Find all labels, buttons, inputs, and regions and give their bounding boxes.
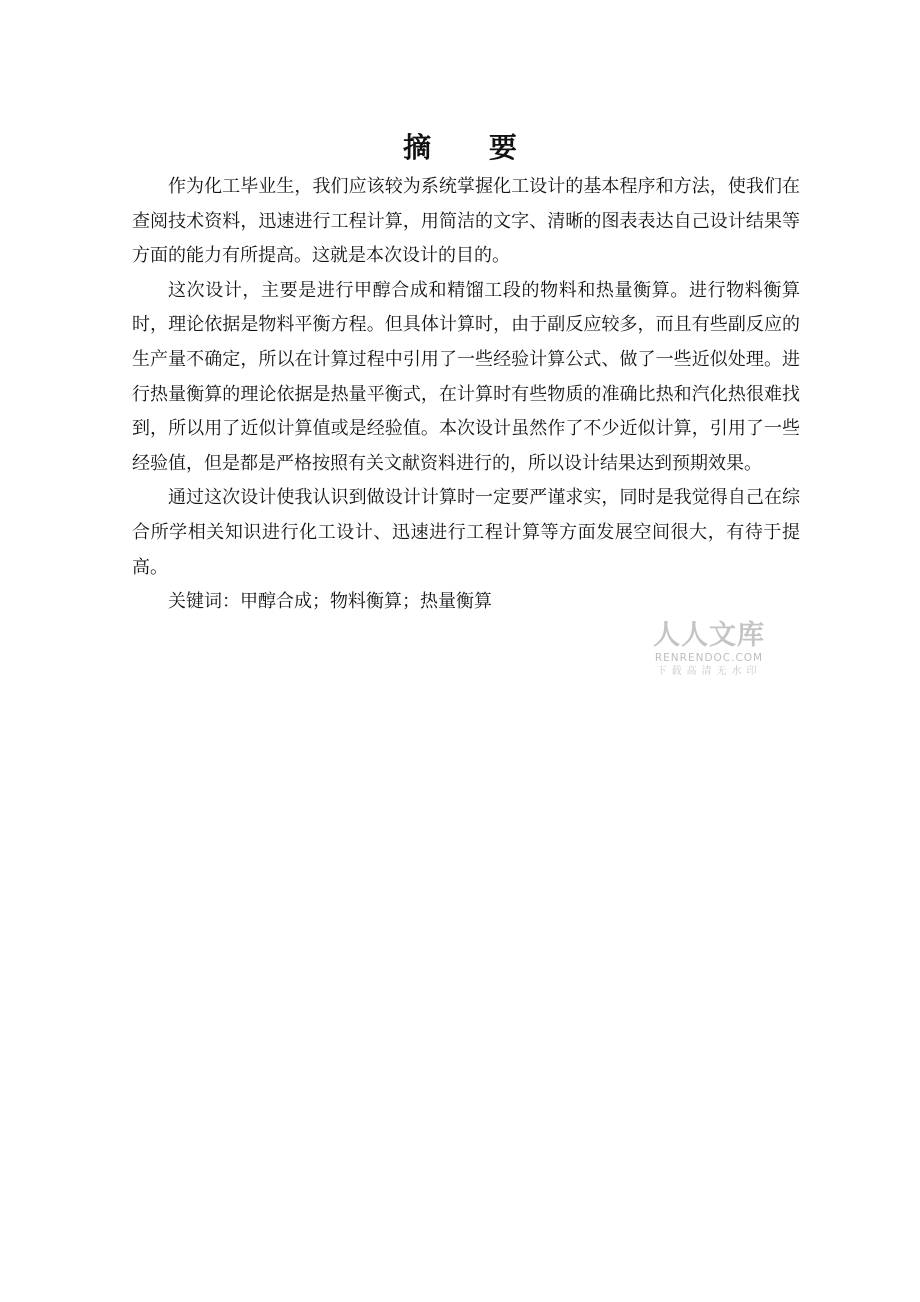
watermark-logo xyxy=(646,620,772,679)
abstract-paragraph-1: 作为化工毕业生，我们应该较为系统掌握化工设计的基本程序和方法，使我们在查阅技术资料，迅速进行工程计算，用简洁的文字、清晰的图表表达自己设计结果等方面的能力有所提高。这就是本次设计的目的。 xyxy=(132,176,800,267)
keywords-line: 关键词：甲醇合成；物料衡算；热量衡算 xyxy=(168,591,492,613)
watermark-domain: RENRENDOC.COM xyxy=(654,652,764,664)
watermark-tagline: 下载高清无水印 xyxy=(656,666,762,677)
abstract-paragraph-2: 这次设计，主要是进行甲醇合成和精馏工段的物料和热量衡算。进行物料衡算时，理论依据是物料平衡方程。但具体计算时，由于副反应较多，而且有些副反应的生产量不确定，所以在计算过程中引用了一些经验计算公式、做了一些近似处理。进行热量衡算的理论依据是热量平衡式，在计算时有些物质的准确比热和汽化热很难找到，所以用了近似计算值或是经验值。本次设计虽然作了不少近似计算，引用了一些经验值，但是都是严格按照有关文献资料进行的，所以设计结果达到预期效果。 xyxy=(132,279,800,474)
abstract-body xyxy=(132,170,800,620)
abstract-paragraph-3: 通过这次设计使我认识到做设计计算时一定要严谨求实，同时是我觉得自己在综合所学相关知识进行化工设计、迅速进行工程计算等方面发展空间很大，有待于提高。 xyxy=(132,487,800,578)
abstract-title: 摘 要 xyxy=(403,131,541,164)
watermark-brand: 人人文库 xyxy=(653,620,765,651)
